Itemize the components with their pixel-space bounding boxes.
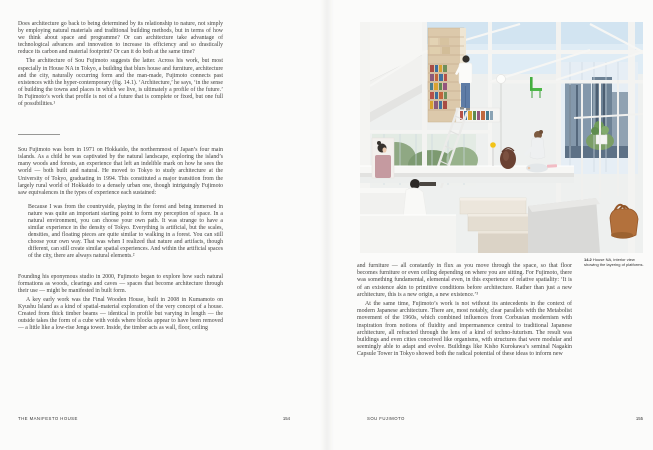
- page-number-right: 155: [635, 416, 643, 421]
- block-quote: Because I was from the countryside, playing in the forest and being immersed in nature was quite an important starting point to form my perception of space. In a natural environment, you can choose your own path. It was strange to have a similar experience in the density of Tokyo. Everything is artificial, but the scales, densities, and floating pieces are quite similar to walking in a forest. You can still choose your own way. That was when I realized that nature and artifacts, though different, can still create similar spatial experiences. And within the artificial spaces of the city, there are always natural elements.²: [28, 203, 223, 260]
- running-header-right: SOU FUJIMOTO: [367, 416, 405, 421]
- page-number-left: 154: [282, 416, 290, 421]
- figure-caption-text: House NA, interior view showing the layering of platforms.: [584, 257, 644, 268]
- body-paragraph: Founding his eponymous studio in 2000, Fujimoto began to explore how such natural formations as woods, clearings and caves — spaces that become architecture through their use — might be manifested in built form.: [18, 273, 223, 294]
- house-na-photo-illustration: [360, 22, 643, 253]
- figure-caption-number: 14.2: [584, 257, 592, 262]
- figure-caption: [584, 257, 646, 267]
- running-header-left: THE MANIFESTO HOUSE: [18, 416, 78, 421]
- body-paragraph: Does architecture go back to being determined by its relationship to nature, not simply by employing natural materials and traditional building methods, but in terms of how we think about space and programme? Or can architecture take advantage of technological advances and innovation to increase its efficiency and so drastically reduce its carbon and material footprint? Or can it do both at the same time?: [18, 21, 223, 56]
- page-gutter: [320, 0, 334, 450]
- body-paragraph: A key early work was the Final Wooden House, built in 2008 in Kumamoto on Kyushu Island as a kind of spatial-material exploration of the very concept of a house. Created from thick timber beams — identical in profile but varying in length — the outside takes the form of a cube with voids where blocks appear to have been removed — a little like a low-rise Jenga tower. Inside, the timber acts as wall, floor, ceiling: [18, 296, 223, 332]
- left-text-column: [18, 21, 223, 334]
- right-text-column: [357, 263, 572, 361]
- body-paragraph: Sou Fujimoto was born in 1971 on Hokkaido, the northernmost of Japan’s four main islands. As a child he was captivated by the natural landscape, exploring the island’s many woods and forests, an experience that left an indelible mark on how he sees the world — both built and natural. He moved to Tokyo to study architecture at the University of Tokyo, graduating in 1994. This constituted a major transition from the largely rural world of Hokkaido to a densely urban one, though intriguingly Fujimoto saw equivalences in the types of experience each sustained:: [18, 147, 223, 196]
- section-divider-rule: [18, 134, 60, 135]
- body-paragraph: The architecture of Sou Fujimoto suggests the latter. Across his work, but most especially in House NA in Tokyo, a building that blurs house and furniture, architecture and the city, naturally occurring form and the man-made, Fujimoto connects past existences with the hyper-contemporary (fig. 14.1). ‘Architecture,’ he says, ‘in the sense of building the towns and places in which we live, is ultimately a profile of the future.’ In Fujimoto’s work that profile is not of a future that is complete or fixed, but one full of possibilities.¹: [18, 58, 223, 108]
- body-paragraph: At the same time, Fujimoto’s work is not without its antecedents in the context of modern Japanese architecture. There are, most notably, clear parallels with the Metabolist movement of the 1960s, which combined influences from Corbusian modernism with inspiration from notions of fluidity and impermanence central to traditional Japanese architecture, all refracted through the lens of a kind of techno-futurism. The result was buildings and even cities conceived like organisms, with structures that were modular and seemingly able to adapt and evolve. Buildings like Kisho Kurokawa’s seminal Nagakin Capsule Tower in Tokyo showed both the radical potential of these ideas to inform new: [357, 301, 572, 358]
- house-na-photo: [360, 22, 643, 253]
- body-paragraph: and furniture — all constantly in flux as you move through the space, so that floor becomes furniture or even ceiling depending on where you are sitting. For Fujimoto, there was something fundamental, elemental even, in this experience of relative spatiality: ‘It is of an existence akin to primitive conditions before architecture. Rather than just a new architecture, this is a new origin, a new existence.’³: [357, 263, 572, 298]
